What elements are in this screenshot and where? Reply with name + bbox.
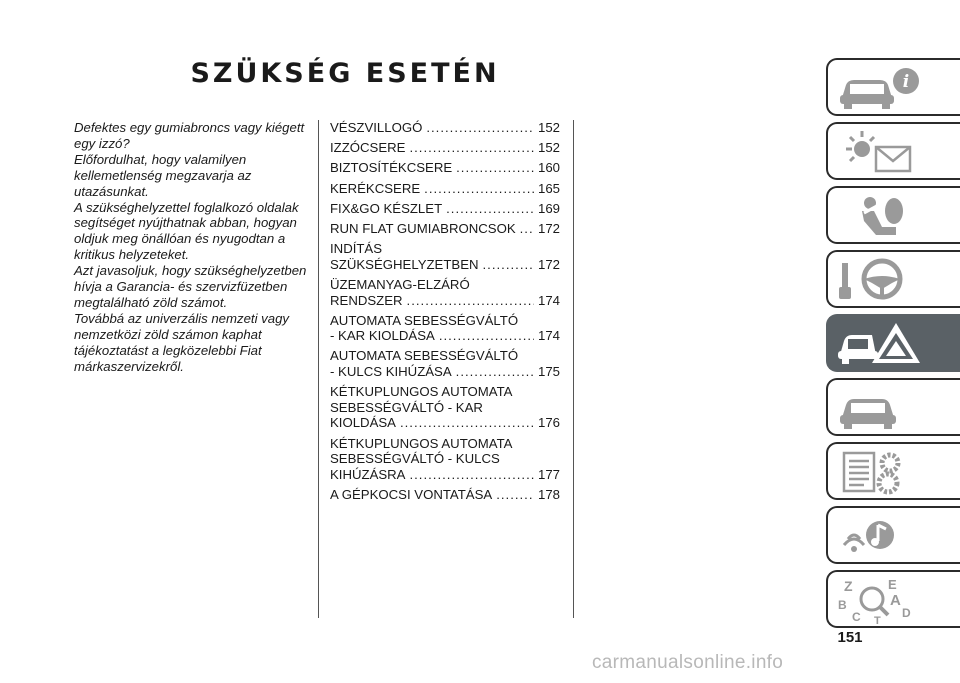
toc-entry-last-line (330, 257, 560, 273)
toc-entry[interactable] (330, 181, 560, 197)
intro-paragraph: Továbbá az univerzális nemzeti vagy nemzetközi zöld számon kaphat tájékoztatást a legközelebbi Fiat márkaszervizekről. (74, 310, 290, 374)
toc-label: IZZÓCSERE (330, 140, 406, 156)
toc-entry-last-line (330, 467, 560, 483)
toc-entry-last-line (330, 487, 560, 503)
toc-leader-dots (426, 120, 534, 136)
tab-key-steering[interactable] (826, 250, 960, 308)
toc-entry-line: SEBESSÉGVÁLTÓ - KULCS (330, 451, 500, 467)
toc-page-number: 169 (537, 200, 560, 216)
toc-page-number: 152 (537, 140, 560, 156)
index-letter: C (852, 610, 861, 624)
car-service-icon (834, 383, 934, 433)
tab-car-service[interactable] (826, 378, 960, 436)
multimedia-icon (834, 511, 934, 561)
toc-entry[interactable] (330, 160, 560, 176)
toc-page-number: 178 (537, 487, 560, 502)
car-info-icon (834, 63, 934, 113)
toc-entry[interactable] (330, 436, 560, 483)
toc-entry[interactable] (330, 384, 560, 431)
toc-entry-line: AUTOMATA SEBESSÉGVÁLTÓ (330, 348, 519, 364)
toc-label: RENDSZER (330, 292, 403, 308)
toc-entry[interactable] (330, 120, 560, 136)
intro-text (74, 120, 310, 375)
toc-leader-dots (456, 160, 534, 176)
toc-entry-last-line (330, 160, 560, 176)
toc-label: - KAR KIOLDÁSA (330, 328, 435, 344)
alphabetical-index-icon (834, 575, 934, 625)
toc-entry-last-line (330, 201, 560, 217)
toc-entry-last-line (330, 415, 560, 431)
toc-leader-dots (424, 181, 534, 197)
toc-page-number: 172 (537, 256, 560, 272)
toc-entry[interactable] (330, 201, 560, 217)
toc-entry[interactable] (330, 140, 560, 156)
tab-index[interactable] (826, 570, 960, 628)
intro-paragraph: Azt javasoljuk, hogy szükséghelyzetben hívja a Garancia- és szervizfüzetben megtalálható zöld számot. (74, 263, 307, 310)
tab-emergency[interactable] (826, 314, 960, 372)
toc-entry-last-line (330, 120, 560, 136)
toc-leader-dots (407, 293, 534, 309)
index-letter: B (838, 598, 847, 612)
index-letter: A (890, 592, 901, 609)
toc-leader-dots (520, 221, 534, 237)
toc-entry-line: KÉTKUPLUNGOS AUTOMATA (330, 384, 513, 400)
toc-entry-line: ÜZEMANYAG-ELZÁRÓ (330, 276, 470, 292)
toc-label: KIOLDÁSA (330, 415, 396, 431)
toc-entry-last-line (330, 328, 560, 344)
toc-page-number: 160 (537, 160, 560, 176)
toc-page-number: 152 (537, 120, 560, 135)
footer-watermark: carmanualsonline.info (592, 652, 784, 673)
lights-mail-icon (834, 127, 934, 177)
intro-paragraph: A szükséghelyzettel foglalkozó oldalak segítséget nyújthatnak abban, hogyan oldjuk meg önállóan és nyugodtan a kritikus helyzeteket. (74, 199, 299, 263)
toc-entry-line: KÉTKUPLUNGOS AUTOMATA (330, 435, 513, 451)
toc-leader-dots (446, 201, 534, 217)
toc-entry-last-line (330, 293, 560, 309)
data-gear-icon (834, 447, 934, 497)
toc-label: SZÜKSÉGHELYZETBEN (330, 256, 479, 272)
toc-entry-line: INDÍTÁS (330, 241, 383, 257)
toc-leader-dots (409, 140, 534, 156)
page-title: SZÜKSÉG ESETÉN (190, 58, 500, 89)
toc-entry-last-line (330, 221, 560, 237)
toc-page-number: 176 (537, 415, 560, 431)
index-letter: T (874, 615, 881, 625)
toc-page-number: 177 (537, 466, 560, 482)
toc-entry[interactable] (330, 313, 560, 344)
car-warning-triangle-icon (834, 319, 934, 369)
toc-label: KIHÚZÁSRA (330, 466, 406, 482)
tab-car-info[interactable] (826, 58, 960, 116)
toc-entry-last-line (330, 140, 560, 156)
key-steering-wheel-icon (834, 255, 934, 305)
toc-page-number: 172 (537, 220, 560, 236)
intro-paragraph: Defektes egy gumiabroncs vagy kiégett egy izzó? (74, 120, 305, 151)
index-letter: Z (844, 578, 853, 594)
tab-seat-airbag[interactable] (826, 186, 960, 244)
toc-entry[interactable] (330, 221, 560, 237)
toc-leader-dots (439, 328, 534, 344)
table-of-contents (330, 120, 560, 507)
tab-lights-mail[interactable] (826, 122, 960, 180)
toc-entry-line: SEBESSÉGVÁLTÓ - KAR (330, 399, 483, 415)
tab-data-gear[interactable] (826, 442, 960, 500)
toc-label: KERÉKCSERE (330, 180, 421, 196)
toc-page-number: 174 (537, 328, 560, 344)
toc-label: BIZTOSÍTÉKCSERE (330, 160, 453, 176)
toc-leader-dots (409, 467, 534, 483)
toc-label: FIX&GO KÉSZLET (330, 200, 443, 216)
tab-multimedia[interactable] (826, 506, 960, 564)
toc-entry-last-line (330, 364, 560, 380)
toc-page-number: 165 (537, 180, 560, 196)
toc-label: RUN FLAT GUMIABRONCSOK (330, 220, 516, 236)
toc-entry[interactable] (330, 241, 560, 272)
toc-entry[interactable] (330, 487, 560, 503)
toc-label: - KULCS KIHÚZÁSA (330, 364, 452, 380)
column-divider (573, 120, 574, 618)
toc-page-number: 175 (537, 364, 560, 380)
index-letter: E (888, 577, 897, 592)
toc-entry[interactable] (330, 277, 560, 308)
column-divider (318, 120, 319, 618)
toc-entry-line: AUTOMATA SEBESSÉGVÁLTÓ (330, 312, 519, 328)
toc-page-number: 174 (537, 292, 560, 308)
index-letter: D (902, 606, 911, 620)
seat-airbag-icon (834, 191, 934, 241)
toc-label: VÉSZVILLOGÓ (330, 120, 423, 135)
toc-label: A GÉPKOCSI VONTATÁSA (330, 487, 493, 502)
toc-leader-dots (496, 487, 534, 503)
toc-entry[interactable] (330, 348, 560, 379)
toc-leader-dots (400, 415, 534, 431)
toc-entry-last-line (330, 181, 560, 197)
toc-leader-dots (456, 364, 534, 380)
svg-text:i: i (902, 72, 910, 92)
intro-paragraph: Előfordulhat, hogy valamilyen kellemetlenség megzavarja az utazásunkat. (74, 151, 252, 199)
toc-leader-dots (483, 257, 534, 273)
page-number: 151 (837, 629, 863, 646)
